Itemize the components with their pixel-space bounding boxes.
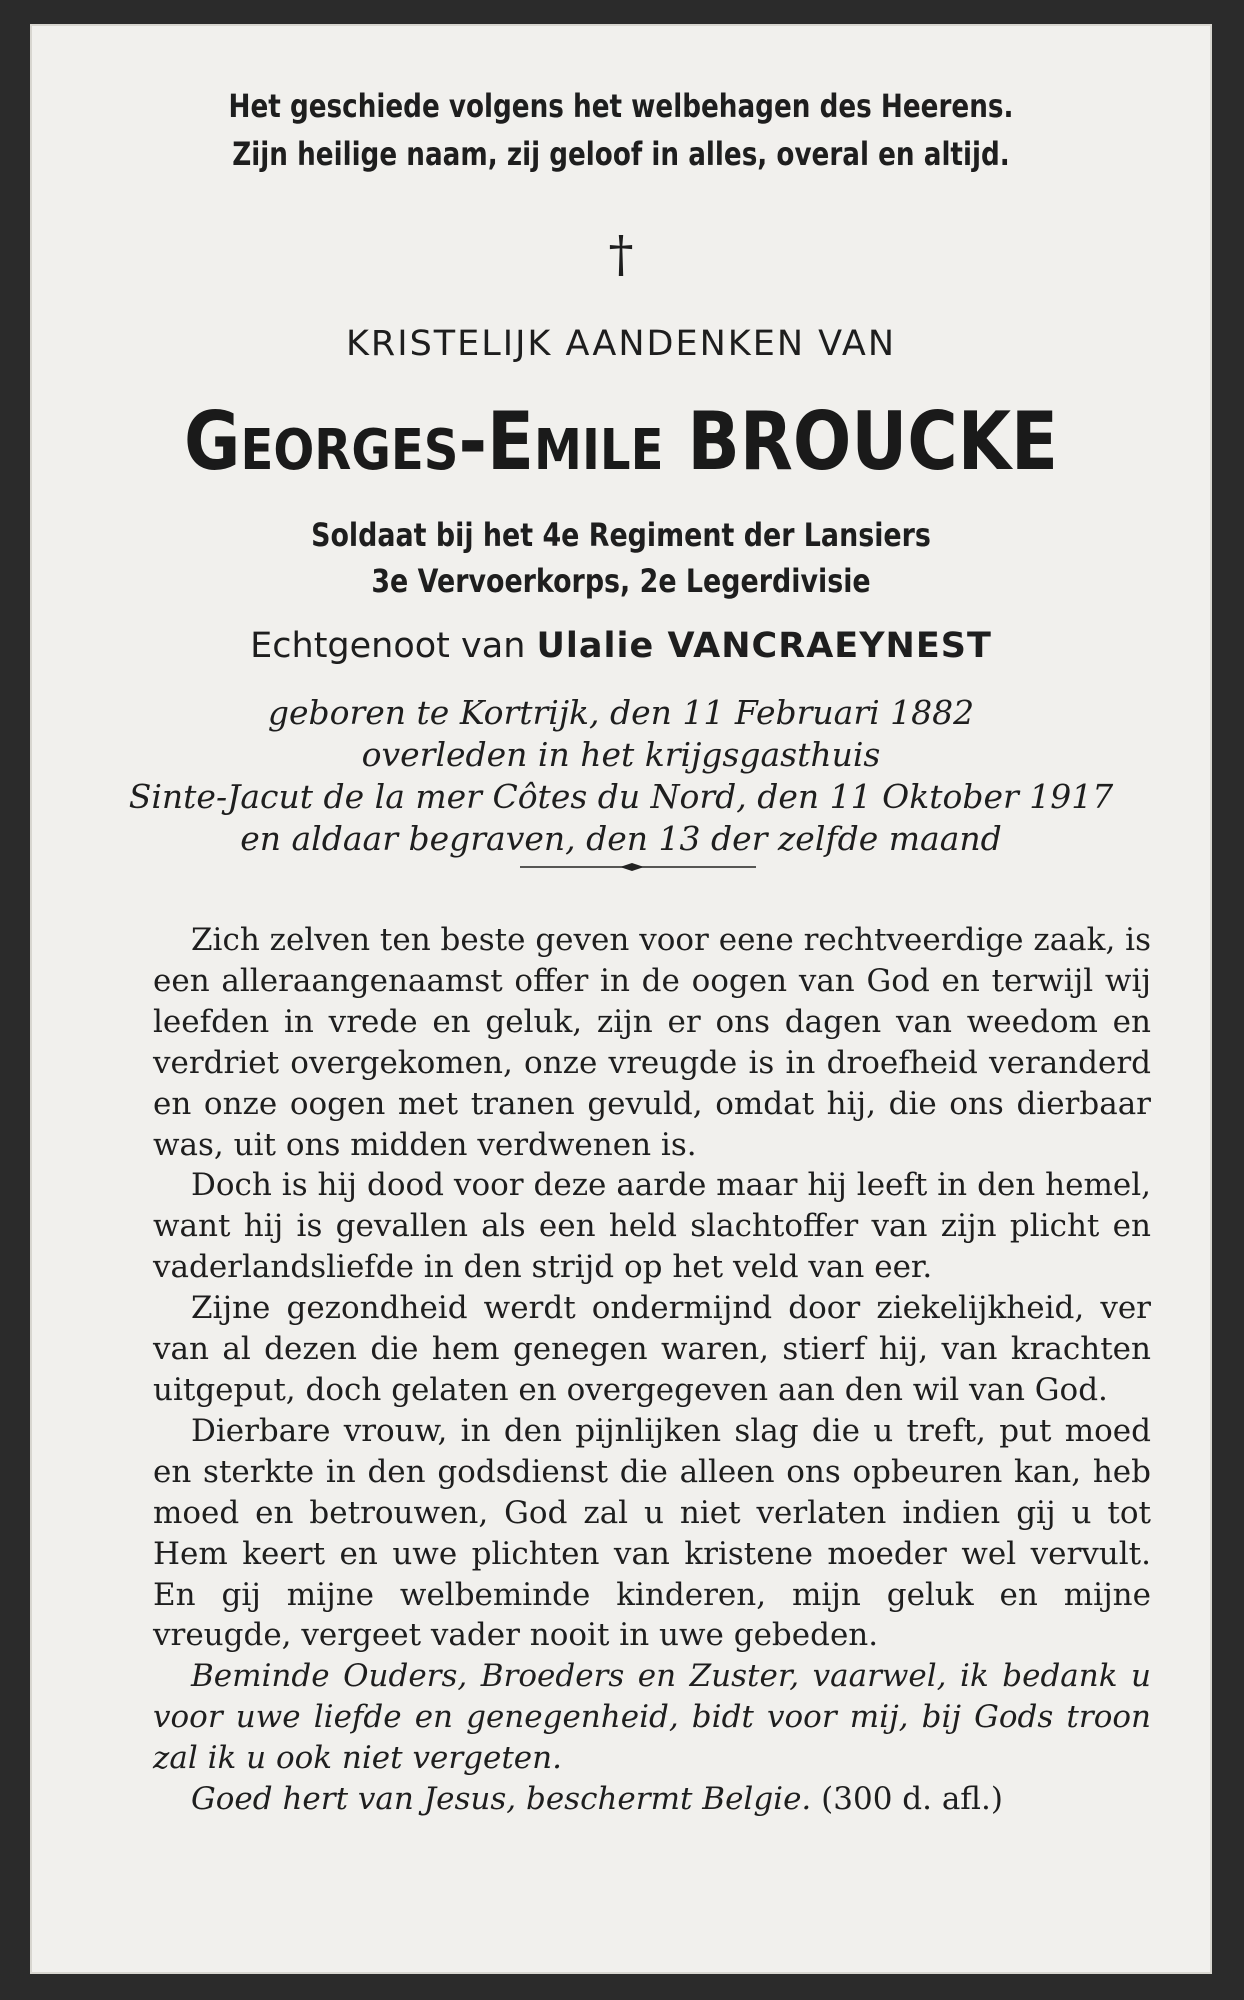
- spouse-name: Ulalie VANCRAEYNEST: [536, 626, 992, 666]
- paragraph-2: Doch is hij dood voor deze aarde maar hij leeft in den hemel, want hij is gevallen als een held slachtoffer van zijn plicht en vaderlandsliefde in den strijd op het veld van eer.: [153, 1167, 1151, 1286]
- paragraph-3: Zijne gezondheid werdt ondermijnd door ziekelijkheid, ver van al dezen die hem genegen waren, stierf hij, van krachten uitgeput, doch gelaten en overgegeven aan den wil van God.: [153, 1290, 1151, 1408]
- motto-line-1: Het geschiede volgens het welbehagen des Heerens.: [228, 87, 1014, 125]
- closing-prayer: [153, 1779, 1151, 1820]
- burial-line: en aldaar begraven, den 13 der zelfde maand: [240, 819, 1002, 858]
- memorial-text: [153, 920, 1151, 1820]
- death-line: overleden in het krijgsgasthuis: [361, 735, 881, 774]
- rank-line-2: 3e Vervoerkorps, 2e Legerdivisie: [371, 562, 871, 600]
- death-place-line: Sinte-Jacut de la mer Côtes du Nord, den 11 Oktober 1917: [128, 777, 1114, 816]
- indulgence-note: (300 d. afl.): [821, 1781, 1003, 1818]
- paragraph-farewell: Beminde Ouders, Broeders en Zuster, vaarwel, ik bedank u voor uwe liefde en genegenheid, bidt voor mij, bij Gods troon zal ik u ook niet vergeten.: [153, 1658, 1151, 1777]
- birth-line: geboren te Kortrijk, den 11 Februari 1882: [267, 693, 975, 732]
- spouse-prefix: Echtgenoot van: [250, 626, 526, 666]
- memorial-header: KRISTELIJK AANDENKEN VAN: [345, 324, 896, 364]
- military-rank: [125, 512, 1118, 604]
- closing-prayer-text: Goed hert van Jesus, beschermt Belgie.: [191, 1781, 812, 1818]
- paragraph-4: Dierbare vrouw, in den pijnlijken slag die u treft, put moed en sterkte in den godsdienst die alleen ons opbeuren kan, heb moed en betrouwen, God zal u niet verlaten indien gij u tot Hem keert en uwe plichten van kristene moeder wel vervult. En gij mijne welbeminde kinderen, mijn geluk en mijne vreugde, vergeet vader nooit in uwe gebeden.: [153, 1412, 1151, 1654]
- life-dates: [30, 692, 1212, 860]
- rank-line-1: Soldaat bij het 4e Regiment der Lansiers: [311, 516, 931, 554]
- spouse-line: [30, 626, 1212, 666]
- motto-line-2: Zijn heilige naam, zij geloof in alles, overal en altijd.: [232, 135, 1010, 173]
- divider-ornament: [520, 862, 756, 872]
- cross-icon: †: [608, 225, 634, 283]
- paragraph-1: Zich zelven ten beste geven voor eene rechtveerdige zaak, is een alleraangenaamst offer in de oogen van God en terwijl wij leefden in vrede en geluk, zijn er ons dagen van weedom en verdriet overgekomen, onze vreugde is in droefheid veranderd en onze oogen met tranen gevuld, omdat hij, die ons dierbaar was, uit ons midden verdwenen is.: [153, 922, 1151, 1163]
- memorial-card: [30, 24, 1212, 1974]
- deceased-name: Georges-Emile BROUCKE: [183, 395, 1059, 488]
- motto: [136, 82, 1105, 178]
